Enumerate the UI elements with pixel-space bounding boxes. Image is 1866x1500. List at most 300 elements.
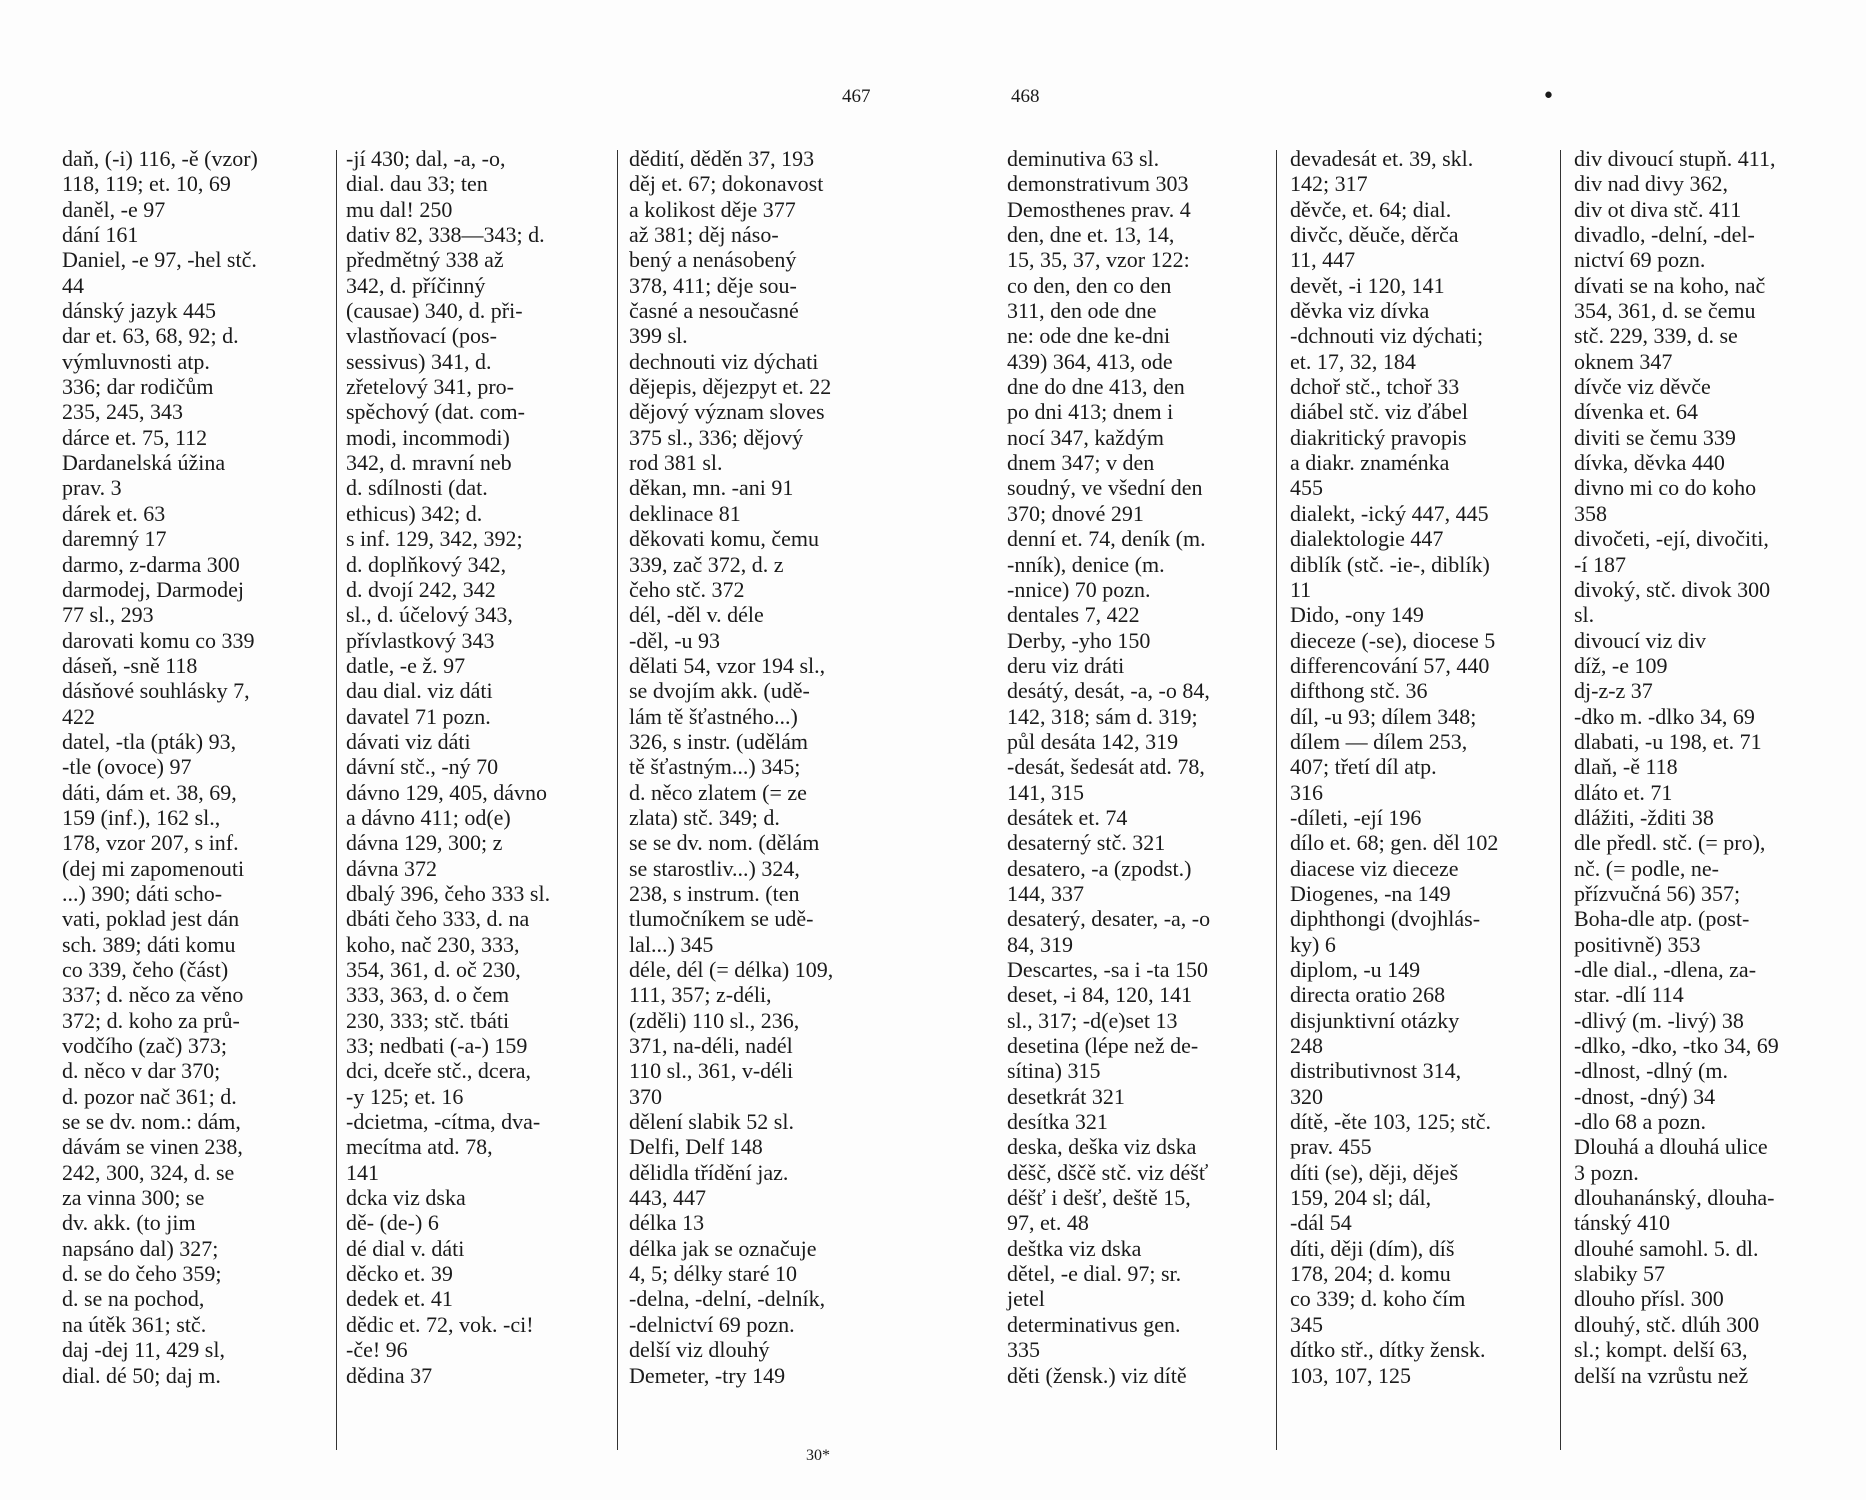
index-entry-line: desaterý, desater, -a, -o bbox=[1007, 906, 1211, 932]
index-entry-line: délka 13 bbox=[629, 1210, 705, 1236]
index-entry-line: divčc, děuče, děrča bbox=[1290, 222, 1459, 248]
index-column-1 bbox=[62, 146, 258, 1388]
index-entry-line: co 339, čeho (část) bbox=[62, 957, 229, 982]
index-entry-line: dílem — dílem 253, bbox=[1290, 728, 1468, 754]
index-entry-line: dau dial. viz dáti bbox=[346, 678, 493, 704]
index-entry-line: dlážiti, -žditi 38 bbox=[1574, 804, 1714, 830]
index-entry-line: čeho stč. 372 bbox=[629, 576, 745, 602]
index-entry-line: dentales 7, 422 bbox=[1007, 602, 1140, 628]
index-entry-line: děkovati komu, čemu bbox=[629, 526, 820, 552]
index-entry-line: dieceze (-se), diocese 5 bbox=[1290, 627, 1496, 653]
index-entry-line: 399 sl. bbox=[629, 323, 688, 349]
index-entry-line: mu dal! 250 bbox=[346, 196, 453, 222]
index-entry-line: dáti, dám et. 38, 69, bbox=[62, 779, 237, 805]
index-entry-line: sítina) 315 bbox=[1007, 1058, 1101, 1084]
index-entry-line: 97, et. 48 bbox=[1007, 1210, 1089, 1236]
column-rule bbox=[336, 150, 337, 1450]
index-entry-line: sessivus) 341, d. bbox=[346, 348, 492, 374]
index-entry-line: -delnictví 69 pozn. bbox=[629, 1311, 795, 1337]
index-entry-line: demonstrativum 303 bbox=[1007, 171, 1189, 197]
index-entry-line: bený a nenásobený bbox=[629, 247, 797, 273]
index-entry-line: 354, 361, d. se čemu bbox=[1574, 298, 1756, 324]
index-entry-line: sl.; kompt. delší 63, bbox=[1574, 1337, 1748, 1363]
index-entry-line: děti (žensk.) viz dítě bbox=[1007, 1362, 1187, 1388]
index-entry-line: dítě, -ěte 103, 125; stč. bbox=[1290, 1109, 1492, 1135]
index-entry-line: děkan, mn. -ani 91 bbox=[629, 475, 794, 501]
index-entry-line: délka jak se označuje bbox=[629, 1235, 817, 1261]
index-entry-line: -dlko, -dko, -tko 34, 69 bbox=[1574, 1033, 1779, 1059]
index-entry-line: 342, d. příčinný bbox=[346, 272, 486, 298]
index-entry-line: 3 pozn. bbox=[1574, 1159, 1639, 1185]
index-entry-line: dechnouti viz dýchati bbox=[629, 348, 819, 374]
index-entry-line: dial. dé 50; daj m. bbox=[62, 1362, 221, 1388]
index-entry-line: dbáti čeho 333, d. na bbox=[346, 906, 530, 932]
index-entry-line: d. sdílnosti (dat. bbox=[346, 475, 488, 501]
index-entry-line: lám tě šťastného...) bbox=[629, 703, 798, 729]
index-entry-line: -dlnost, -dlný (m. bbox=[1574, 1058, 1728, 1084]
index-entry-line: 316 bbox=[1290, 779, 1323, 805]
index-entry-line: 422 bbox=[62, 703, 95, 729]
index-entry-line: a dávno 411; od(e) bbox=[346, 804, 511, 830]
index-entry-line: 320 bbox=[1290, 1083, 1323, 1109]
index-entry-line: determinativus gen. bbox=[1007, 1311, 1181, 1337]
index-entry-line: 443, 447 bbox=[629, 1185, 706, 1211]
index-entry-line: dávna 129, 300; z bbox=[346, 830, 503, 856]
index-entry-line: divočeti, -ejí, divočiti, bbox=[1574, 526, 1769, 552]
index-entry-line: 142; 317 bbox=[1290, 171, 1368, 197]
index-entry-line: dávám se vinen 238, bbox=[62, 1134, 243, 1160]
index-entry-line: 378, 411; děje sou- bbox=[629, 272, 797, 298]
column-rule bbox=[1276, 150, 1277, 1450]
index-entry-line: -dnost, -dný) 34 bbox=[1574, 1083, 1716, 1109]
index-entry-line: slabiky 57 bbox=[1574, 1261, 1666, 1287]
index-entry-line: výmluvnosti atp. bbox=[62, 348, 210, 374]
index-entry-line: dél, -děl v. déle bbox=[629, 602, 764, 628]
index-entry-line: divoucí viz div bbox=[1574, 627, 1706, 653]
index-column-3 bbox=[629, 146, 833, 1388]
index-entry-line: tě šťastným...) 345; bbox=[629, 754, 801, 780]
index-entry-line: 370; dnové 291 bbox=[1007, 500, 1144, 526]
index-entry-line: dialektologie 447 bbox=[1290, 526, 1444, 552]
index-entry-line: d. se na pochod, bbox=[62, 1286, 205, 1312]
index-entry-line: Boha-dle atp. (post- bbox=[1574, 906, 1750, 932]
index-entry-line: dívka, děvka 440 bbox=[1574, 450, 1725, 476]
index-entry-line: dcka viz dska bbox=[346, 1185, 466, 1211]
index-entry-line: ne: ode dne ke-dni bbox=[1007, 323, 1171, 349]
index-entry-line: dáseň, -sně 118 bbox=[62, 652, 198, 678]
index-entry-line: 44 bbox=[62, 272, 84, 298]
index-entry-line: differencování 57, 440 bbox=[1290, 652, 1490, 678]
index-entry-line: a diakr. znaménka bbox=[1290, 450, 1450, 476]
index-entry-line: dívče viz děvče bbox=[1574, 374, 1711, 400]
index-entry-line: nč. (= podle, ne- bbox=[1574, 855, 1719, 881]
index-entry-line: deštka viz dska bbox=[1007, 1235, 1142, 1261]
index-entry-line: dlouhý, stč. dlúh 300 bbox=[1574, 1311, 1760, 1337]
index-entry-line: diábel stč. viz ďábel bbox=[1290, 399, 1468, 425]
index-entry-line: d. se do čeho 359; bbox=[62, 1261, 222, 1287]
index-entry-line: 159 (inf.), 162 sl., bbox=[62, 804, 221, 830]
index-entry-line: 142, 318; sám d. 319; bbox=[1007, 703, 1198, 729]
index-entry-line: dlabati, -u 198, et. 71 bbox=[1574, 728, 1762, 754]
index-entry-line: dne do dne 413, den bbox=[1007, 374, 1185, 400]
index-entry-line: darovati komu co 339 bbox=[62, 627, 255, 653]
index-entry-line: daremný 17 bbox=[62, 526, 167, 552]
index-entry-line: 375 sl., 336; dějový bbox=[629, 424, 804, 450]
index-entry-line: delší na vzrůstu než bbox=[1574, 1362, 1749, 1388]
index-entry-line: div divoucí stupň. 411, bbox=[1574, 146, 1776, 171]
index-column-5 bbox=[1290, 146, 1498, 1388]
index-entry-line: -děl, -u 93 bbox=[629, 627, 721, 653]
index-entry-line: star. -dlí 114 bbox=[1574, 982, 1684, 1008]
index-entry-line: deminutiva 63 sl. bbox=[1007, 146, 1160, 171]
index-entry-line: d. dvojí 242, 342 bbox=[346, 576, 496, 602]
index-entry-line: tánský 410 bbox=[1574, 1210, 1670, 1236]
index-entry-line: přízvučná 56) 357; bbox=[1574, 880, 1741, 906]
index-entry-line: se se dv. nom.: dám, bbox=[62, 1109, 241, 1135]
index-entry-line: -dlivý (m. -livý) 38 bbox=[1574, 1007, 1744, 1033]
index-entry-line: 311, den ode dne bbox=[1007, 298, 1157, 324]
index-entry-line: dchoř stč., tchoř 33 bbox=[1290, 374, 1460, 400]
index-entry-line: dar et. 63, 68, 92; d. bbox=[62, 323, 239, 349]
index-entry-line: prav. 3 bbox=[62, 475, 122, 501]
index-entry-line: stč. 229, 339, d. se bbox=[1574, 323, 1738, 349]
index-entry-line: díž, -e 109 bbox=[1574, 652, 1668, 678]
index-entry-line: mecítma atd. 78, bbox=[346, 1134, 493, 1160]
index-entry-line: Descartes, -sa i -ta 150 bbox=[1007, 957, 1208, 982]
index-entry-line: daněl, -e 97 bbox=[62, 196, 166, 222]
index-entry-line: dlouhé samohl. 5. dl. bbox=[1574, 1235, 1759, 1261]
index-entry-line: dělidla třídění jaz. bbox=[629, 1159, 789, 1185]
index-entry-line: 111, 357; z-déli, bbox=[629, 982, 772, 1008]
index-entry-line: koho, nač 230, 333, bbox=[346, 931, 520, 957]
index-entry-line: Dido, -ony 149 bbox=[1290, 602, 1424, 628]
index-entry-line: directa oratio 268 bbox=[1290, 982, 1446, 1008]
index-entry-line: diakritický pravopis bbox=[1290, 424, 1467, 450]
index-entry-line: co den, den co den bbox=[1007, 272, 1172, 298]
index-entry-line: děvče, et. 64; dial. bbox=[1290, 196, 1452, 222]
index-entry-line: delší viz dlouhý bbox=[629, 1337, 770, 1363]
index-entry-line: dárce et. 75, 112 bbox=[62, 424, 208, 450]
index-entry-line: (causae) 340, d. při- bbox=[346, 298, 523, 324]
index-entry-line: 335 bbox=[1007, 1337, 1040, 1363]
index-entry-line: -dál 54 bbox=[1290, 1210, 1352, 1236]
index-entry-line: 337; d. něco za věno bbox=[62, 982, 244, 1008]
index-entry-line: 141, 315 bbox=[1007, 779, 1084, 805]
column-rule bbox=[1560, 150, 1561, 1450]
index-entry-line: dásňové souhlásky 7, bbox=[62, 678, 250, 704]
index-entry-line: spěchový (dat. com- bbox=[346, 399, 525, 425]
index-entry-line: dle předl. stč. (= pro), bbox=[1574, 830, 1766, 856]
index-entry-line: sl., 317; -d(e)set 13 bbox=[1007, 1007, 1178, 1033]
index-entry-line: -y 125; et. 16 bbox=[346, 1083, 464, 1109]
index-entry-line: dialekt, -ický 447, 445 bbox=[1290, 500, 1489, 526]
index-entry-line: -tle (ovoce) 97 bbox=[62, 754, 192, 780]
index-entry-line: dětel, -e dial. 97; sr. bbox=[1007, 1261, 1182, 1287]
index-entry-line: desetkrát 321 bbox=[1007, 1083, 1125, 1109]
index-entry-line: diplom, -u 149 bbox=[1290, 957, 1421, 982]
index-entry-line: 345 bbox=[1290, 1311, 1323, 1337]
index-entry-line: 77 sl., 293 bbox=[62, 602, 154, 628]
index-entry-line: na útěk 361; stč. bbox=[62, 1311, 207, 1337]
index-entry-line: děvka viz dívka bbox=[1290, 298, 1430, 324]
index-entry-line: Delfi, Delf 148 bbox=[629, 1134, 763, 1160]
index-entry-line: davatel 71 pozn. bbox=[346, 703, 491, 729]
index-entry-line: zřetelový 341, pro- bbox=[346, 374, 514, 400]
column-rule bbox=[617, 150, 618, 1450]
index-entry-line: Demeter, -try 149 bbox=[629, 1362, 786, 1388]
index-entry-line: divadlo, -delní, -del- bbox=[1574, 222, 1755, 248]
index-entry-line: sl., d. účelový 343, bbox=[346, 602, 513, 628]
index-entry-line: desaterný stč. 321 bbox=[1007, 830, 1166, 856]
index-entry-line: -jí 430; dal, -a, -o, bbox=[346, 146, 506, 171]
index-entry-line: časné a nesoučasné bbox=[629, 298, 799, 324]
index-entry-line: -desát, šedesát atd. 78, bbox=[1007, 754, 1205, 780]
index-entry-line: darmodej, Darmodej bbox=[62, 576, 245, 602]
index-entry-line: napsáno dal) 327; bbox=[62, 1235, 219, 1261]
index-entry-line: devadesát et. 39, skl. bbox=[1290, 146, 1474, 171]
page-number-right: 468 bbox=[1011, 86, 1040, 107]
index-entry-line: 407; třetí díl atp. bbox=[1290, 754, 1437, 780]
index-column-4 bbox=[1007, 146, 1210, 1388]
index-entry-line: 159, 204 sl; dál, bbox=[1290, 1185, 1432, 1211]
index-entry-line: 333, 363, d. o čem bbox=[346, 982, 510, 1008]
signature-mark: 30* bbox=[806, 1447, 830, 1464]
index-entry-line: d. něco v dar 370; bbox=[62, 1058, 221, 1084]
index-entry-line: Diogenes, -na 149 bbox=[1290, 880, 1451, 906]
index-entry-line: 230, 333; stč. tbáti bbox=[346, 1007, 510, 1033]
index-entry-line: dativ 82, 338—343; d. bbox=[346, 222, 545, 248]
index-entry-line: 336; dar rodičům bbox=[62, 374, 214, 400]
index-entry-line: d. něco zlatem (= ze bbox=[629, 779, 807, 805]
index-entry-line: divoký, stč. divok 300 bbox=[1574, 576, 1771, 602]
index-entry-line: sl. bbox=[1574, 602, 1595, 628]
index-entry-line: za vinna 300; se bbox=[62, 1185, 205, 1211]
index-entry-line: dítko stř., dítky žensk. bbox=[1290, 1337, 1486, 1363]
index-entry-line: divno mi co do koho bbox=[1574, 475, 1757, 501]
index-entry-line: jetel bbox=[1007, 1286, 1045, 1312]
index-entry-line: div ot diva stč. 411 bbox=[1574, 196, 1742, 222]
index-entry-line: dějový význam sloves bbox=[629, 399, 825, 425]
index-entry-line: Derby, -yho 150 bbox=[1007, 627, 1151, 653]
index-entry-line: oknem 347 bbox=[1574, 348, 1673, 374]
index-entry-line: vodčího (zač) 373; bbox=[62, 1033, 227, 1059]
index-entry-line: 238, s instrum. (ten bbox=[629, 880, 800, 906]
index-entry-line: difthong stč. 36 bbox=[1290, 678, 1428, 704]
index-entry-line: -dchnouti viz dýchati; bbox=[1290, 323, 1484, 349]
index-entry-line: až 381; děj náso- bbox=[629, 222, 779, 248]
index-entry-line: předmětný 338 až bbox=[346, 247, 504, 273]
index-entry-line: diphthongi (dvojhlás- bbox=[1290, 906, 1481, 932]
index-entry-line: dělati 54, vzor 194 sl., bbox=[629, 652, 826, 678]
index-entry-line: 235, 245, 343 bbox=[62, 399, 183, 425]
index-entry-line: diacese viz dieceze bbox=[1290, 855, 1459, 881]
index-entry-line: Daniel, -e 97, -hel stč. bbox=[62, 247, 257, 273]
index-entry-line: et. 17, 32, 184 bbox=[1290, 348, 1416, 374]
index-entry-line: div nad divy 362, bbox=[1574, 171, 1728, 197]
index-entry-line: dlouho přísl. 300 bbox=[1574, 1286, 1724, 1312]
index-entry-line: desatero, -a (zpodst.) bbox=[1007, 855, 1192, 881]
index-entry-line: dbalý 396, čeho 333 sl. bbox=[346, 880, 551, 906]
index-entry-line: 144, 337 bbox=[1007, 880, 1084, 906]
index-entry-line: 178, vzor 207, s inf. bbox=[62, 830, 239, 856]
index-entry-line: datel, -tla (pták) 93, bbox=[62, 728, 237, 754]
index-entry-line: děcko et. 39 bbox=[346, 1261, 453, 1287]
index-entry-line: desátek et. 74 bbox=[1007, 804, 1128, 830]
index-entry-line: d. doplňkový 342, bbox=[346, 551, 507, 577]
index-entry-line: vati, poklad jest dán bbox=[62, 906, 240, 932]
index-entry-line: děšč, dščě stč. viz déšť bbox=[1007, 1159, 1209, 1185]
index-entry-line: deset, -i 84, 120, 141 bbox=[1007, 982, 1193, 1008]
index-entry-line: dnem 347; v den bbox=[1007, 450, 1155, 476]
index-entry-line: darmo, z-darma 300 bbox=[62, 551, 240, 577]
index-entry-line: dávati viz dáti bbox=[346, 728, 471, 754]
page-number-left: 467 bbox=[842, 86, 871, 107]
index-entry-line: 439) 364, 413, ode bbox=[1007, 348, 1173, 374]
index-entry-line: (zděli) 110 sl., 236, bbox=[629, 1007, 800, 1033]
index-entry-line: se se dv. nom. (dělám bbox=[629, 830, 820, 856]
index-entry-line: deska, deška viz dska bbox=[1007, 1134, 1197, 1160]
index-entry-line: po dni 413; dnem i bbox=[1007, 399, 1174, 425]
index-entry-line: co 339; d. koho čím bbox=[1290, 1286, 1466, 1312]
index-entry-line: Dardanelská úžina bbox=[62, 450, 226, 476]
index-entry-line: dě- (de-) 6 bbox=[346, 1210, 439, 1236]
index-entry-line: nocí 347, každým bbox=[1007, 424, 1165, 450]
index-entry-line: dv. akk. (to jim bbox=[62, 1210, 196, 1236]
index-entry-line: díti (se), ději, děješ bbox=[1290, 1159, 1459, 1185]
index-entry-line: Demosthenes prav. 4 bbox=[1007, 196, 1191, 222]
index-column-6 bbox=[1574, 146, 1779, 1388]
index-entry-line: dárek et. 63 bbox=[62, 500, 166, 526]
index-entry-line: 11 bbox=[1290, 576, 1312, 602]
index-entry-line: dědití, děděn 37, 193 bbox=[629, 146, 815, 171]
index-entry-line: děj et. 67; dokonavost bbox=[629, 171, 824, 197]
index-entry-line: 455 bbox=[1290, 475, 1323, 501]
index-entry-line: dé dial v. dáti bbox=[346, 1235, 465, 1261]
index-entry-line: 358 bbox=[1574, 500, 1607, 526]
index-entry-line: dávní stč., -ný 70 bbox=[346, 754, 499, 780]
index-column-2 bbox=[346, 146, 550, 1388]
index-entry-line: přívlastkový 343 bbox=[346, 627, 495, 653]
index-entry-line: 103, 107, 125 bbox=[1290, 1362, 1411, 1388]
index-entry-line: dějepis, dějezpyt et. 22 bbox=[629, 374, 832, 400]
index-entry-line: dávno 129, 405, dávno bbox=[346, 779, 548, 805]
index-entry-line: 11, 447 bbox=[1290, 247, 1356, 273]
index-entry-line: -delna, -delní, -delník, bbox=[629, 1286, 826, 1312]
index-entry-line: diviti se čemu 339 bbox=[1574, 424, 1736, 450]
index-entry-line: diblík (stč. -ie-, diblík) bbox=[1290, 551, 1490, 577]
index-entry-line: denní et. 74, deník (m. bbox=[1007, 526, 1206, 552]
index-entry-line: dílo et. 68; gen. děl 102 bbox=[1290, 830, 1499, 856]
index-entry-line: modi, incommodi) bbox=[346, 424, 510, 450]
index-entry-line: díl, -u 93; dílem 348; bbox=[1290, 703, 1477, 729]
index-entry-line: -í 187 bbox=[1574, 551, 1626, 577]
index-entry-line: -dle dial., -dlena, za- bbox=[1574, 957, 1757, 982]
index-entry-line: tlumočníkem se udě- bbox=[629, 906, 814, 932]
index-entry-line: -dlo 68 a pozn. bbox=[1574, 1109, 1706, 1135]
index-entry-line: deklinace 81 bbox=[629, 500, 741, 526]
index-entry-line: dj-z-z 37 bbox=[1574, 678, 1653, 704]
index-entry-line: deru viz dráti bbox=[1007, 652, 1125, 678]
index-entry-line: dívati se na koho, nač bbox=[1574, 272, 1766, 298]
index-entry-line: dědic et. 72, vok. -ci! bbox=[346, 1311, 534, 1337]
index-entry-line: ...) 390; dáti scho- bbox=[62, 880, 223, 906]
index-entry-line: déle, dél (= délka) 109, bbox=[629, 957, 834, 982]
index-entry-line: zlata) stč. 349; d. bbox=[629, 804, 780, 830]
index-entry-line: -dcietma, -cítma, dva- bbox=[346, 1109, 541, 1135]
index-entry-line: 242, 300, 324, d. se bbox=[62, 1159, 235, 1185]
index-entry-line: Dlouhá a dlouhá ulice bbox=[1574, 1134, 1768, 1160]
index-entry-line: dělení slabik 52 sl. bbox=[629, 1109, 794, 1135]
bullet-mark: • bbox=[1542, 84, 1555, 109]
index-entry-line: daj -dej 11, 429 sl, bbox=[62, 1337, 225, 1363]
index-entry-line: dání 161 bbox=[62, 222, 139, 248]
index-entry-line: dedek et. 41 bbox=[346, 1286, 453, 1312]
index-entry-line: vlastňovací (pos- bbox=[346, 323, 497, 349]
index-entry-line: nictví 69 pozn. bbox=[1574, 247, 1706, 273]
index-entry-line: -nník), denice (m. bbox=[1007, 551, 1165, 577]
index-entry-line: 372; d. koho za prů- bbox=[62, 1007, 240, 1033]
index-entry-line: 339, zač 372, d. z bbox=[629, 551, 784, 577]
index-entry-line: 141 bbox=[346, 1159, 379, 1185]
index-entry-line: desetina (lépe než de- bbox=[1007, 1033, 1199, 1059]
index-entry-line: 354, 361, d. oč 230, bbox=[346, 957, 521, 982]
index-entry-line: 84, 319 bbox=[1007, 931, 1073, 957]
index-entry-line: 4, 5; délky staré 10 bbox=[629, 1261, 798, 1287]
index-entry-line: desátý, desát, -a, -o 84, bbox=[1007, 678, 1210, 704]
index-entry-line: dávna 372 bbox=[346, 855, 438, 881]
index-entry-line: sch. 389; dáti komu bbox=[62, 931, 236, 957]
index-entry-line: lal...) 345 bbox=[629, 931, 714, 957]
index-entry-line: dci, dceře stč., dcera, bbox=[346, 1058, 532, 1084]
index-entry-line: ky) 6 bbox=[1290, 931, 1336, 957]
index-entry-line: 178, 204; d. komu bbox=[1290, 1261, 1451, 1287]
index-entry-line: 110 sl., 361, v-déli bbox=[629, 1058, 794, 1084]
index-entry-line: dial. dau 33; ten bbox=[346, 171, 488, 197]
index-entry-line: dánský jazyk 445 bbox=[62, 298, 216, 324]
index-entry-line: dívenka et. 64 bbox=[1574, 399, 1699, 425]
index-entry-line: prav. 455 bbox=[1290, 1134, 1372, 1160]
index-entry-line: daň, (-i) 116, -ě (vzor) bbox=[62, 146, 258, 171]
index-entry-line: -díleti, -ejí 196 bbox=[1290, 804, 1422, 830]
index-entry-line: rod 381 sl. bbox=[629, 450, 723, 476]
index-entry-line: dláto et. 71 bbox=[1574, 779, 1673, 805]
index-entry-line: dědina 37 bbox=[346, 1362, 433, 1388]
index-entry-line: -nnice) 70 pozn. bbox=[1007, 576, 1151, 602]
index-entry-line: positivně) 353 bbox=[1574, 931, 1701, 957]
index-entry-line: datle, -e ž. 97 bbox=[346, 652, 466, 678]
index-entry-line: desítka 321 bbox=[1007, 1109, 1108, 1135]
index-entry-line: se dvojím akk. (udě- bbox=[629, 678, 810, 704]
index-entry-line: den, dne et. 13, 14, bbox=[1007, 222, 1175, 248]
index-entry-line: a kolikost děje 377 bbox=[629, 196, 796, 222]
index-entry-line: soudný, ve všední den bbox=[1007, 475, 1203, 501]
index-entry-line: dlouhanánský, dlouha- bbox=[1574, 1185, 1775, 1211]
index-entry-line: 33; nedbati (-a-) 159 bbox=[346, 1033, 528, 1059]
index-entry-line: d. pozor nač 361; d. bbox=[62, 1083, 237, 1109]
index-entry-line: déšť i dešť, deště 15, bbox=[1007, 1185, 1191, 1211]
index-entry-line: devět, -i 120, 141 bbox=[1290, 272, 1445, 298]
index-entry-line: díti, ději (dím), díš bbox=[1290, 1235, 1455, 1261]
index-entry-line: disjunktivní otázky bbox=[1290, 1007, 1460, 1033]
index-entry-line: s inf. 129, 342, 392; bbox=[346, 526, 523, 552]
index-entry-line: ethicus) 342; d. bbox=[346, 500, 483, 526]
index-entry-line: 326, s instr. (udělám bbox=[629, 728, 809, 754]
index-entry-line: 371, na-déli, nadél bbox=[629, 1033, 793, 1059]
index-entry-line: dlaň, -ě 118 bbox=[1574, 754, 1678, 780]
index-entry-line: (dej mi zapomenouti bbox=[62, 855, 245, 881]
index-entry-line: 248 bbox=[1290, 1033, 1323, 1059]
index-entry-line: 370 bbox=[629, 1083, 662, 1109]
